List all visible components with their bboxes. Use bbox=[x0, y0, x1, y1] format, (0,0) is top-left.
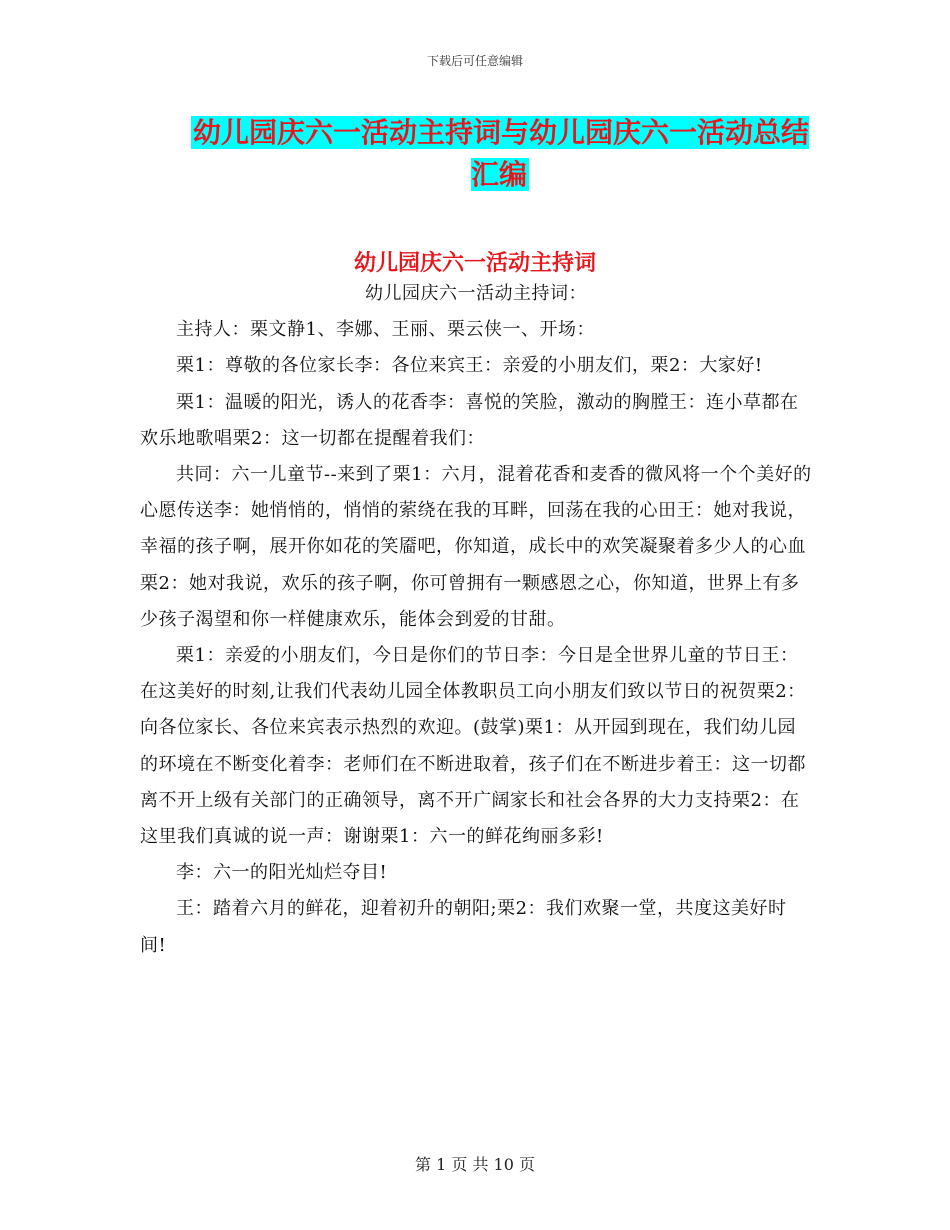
paragraph: 共同：六一儿童节--来到了栗1：六月，混着花香和麦香的微风将一个个美好的心愿传送李：她悄悄的，悄悄的萦绕在我的耳畔，回荡在我的心田王：她对我说，幸福的孩子啊，展开你如花的笑靥吧，你知道，成长中的欢笑凝聚着多少人的心血栗2：她对我说，欢乐的孩子啊，你可曾拥有一颗感恩之心，你知道，世界上有多少孩子渴望和你一样健康欢乐，能体会到爱的甘甜。 bbox=[140, 464, 812, 630]
section-subtitle: 幼儿园庆六一活动主持词 bbox=[353, 251, 596, 276]
paragraph: 栗1：亲爱的小朋友们，今日是你们的节日李：今日是全世界儿童的节日王：在这美好的时刻,让我们代表幼儿园全体教职员工向小朋友们致以节日的祝贺栗2：向各位家长、各位来宾表示热烈的欢迎。(鼓掌)栗1：从开园到现在，我们幼儿园的环境在不断变化着李：老师们在不断进取着，孩子们在不断进步着王：这一切都离不开上级有关部门的正确领导，离不开广阔家长和社会各界的大力支持栗2：在这里我们真诚的说一声：谢谢栗1：六一的鲜花绚丽多彩! bbox=[140, 645, 806, 848]
paragraph: 栗1：尊敬的各位家长李：各位来宾王：亲爱的小朋友们，栗2：大家好! bbox=[176, 355, 763, 377]
paragraph: 栗1：温暖的阳光，诱人的花香李：喜悦的笑脸，激动的胸膛王：连小草都在欢乐地歌唱栗2：这一切都在提醒着我们： bbox=[140, 391, 799, 449]
document-body bbox=[140, 276, 812, 964]
document-title-block bbox=[190, 112, 810, 196]
document-title: 幼儿园庆六一活动主持词与幼儿园庆六一活动总结汇编 bbox=[192, 116, 809, 191]
paragraph: 王：踏着六月的鲜花，迎着初升的朝阳;栗2：我们欢聚一堂，共度这美好时间! bbox=[140, 898, 787, 956]
page-footer: 第 1 页 共 10 页 bbox=[415, 1155, 535, 1174]
paragraph: 李：六一的阳光灿烂夺目! bbox=[176, 862, 388, 884]
header-note: 下载后可任意编辑 bbox=[426, 54, 523, 68]
paragraph: 主持人：栗文静1、李娜、王丽、栗云侠一、开场： bbox=[176, 319, 595, 341]
lead-line: 幼儿园庆六一活动主持词： bbox=[365, 283, 587, 304]
